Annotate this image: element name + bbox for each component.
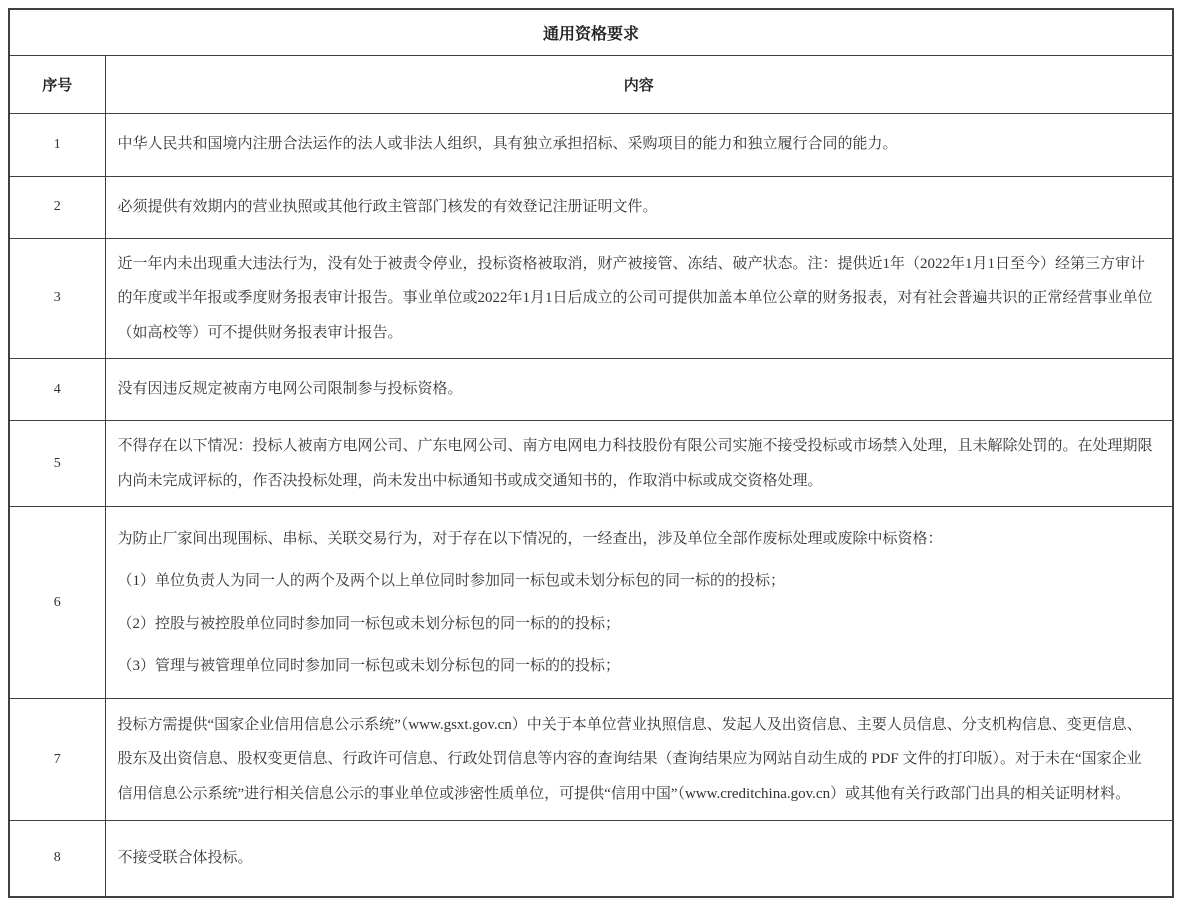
content-paragraph: 投标方需提供“国家企业信用信息公示系统”（www.gsxt.gov.cn）中关于本单位营业执照信息、发起人及出资信息、主要人员信息、分支机构信息、变更信息、股东及出资信息、股权变更信息、行政许可信息、行政处罚信息等内容的查询结果（查询结果应为网站自动生成的 PDF 文件的打印版）。对于未在“国家企业信用信息公示系统”进行相关信息公示的事业单位或涉密性质单位，可提供“信用中国”（www.creditchina.gov.cn）或其他有关行政部门出具的相关证明材料。 — [117, 716, 1142, 802]
row-content — [105, 421, 1173, 507]
content-paragraph: 中华人民共和国境内注册合法运作的法人或非法人组织，具有独立承担招标、采购项目的能力和独立履行合同的能力。 — [117, 136, 898, 153]
row-content — [105, 359, 1173, 421]
content-paragraph: 没有因违反规定被南方电网公司限制参与投标资格。 — [117, 381, 463, 398]
row-content — [105, 113, 1173, 176]
table-row — [9, 359, 1173, 421]
table-header-row — [9, 55, 1173, 113]
content-paragraph: 不接受联合体投标。 — [117, 850, 253, 866]
table-row — [9, 699, 1173, 821]
table-row — [9, 507, 1173, 699]
table-row — [9, 421, 1173, 507]
column-header-content: 内容 — [105, 55, 1173, 113]
row-number: 3 — [9, 238, 105, 359]
row-content — [105, 176, 1173, 238]
table-row — [9, 113, 1173, 176]
row-number: 4 — [9, 359, 105, 421]
row-number: 7 — [9, 699, 105, 821]
column-header-number: 序号 — [9, 55, 105, 113]
row-number: 6 — [9, 507, 105, 699]
table-title-row — [9, 9, 1173, 55]
row-content — [105, 821, 1173, 897]
row-content — [105, 699, 1173, 821]
row-number: 5 — [9, 421, 105, 507]
qualification-requirements-table — [8, 8, 1174, 898]
content-paragraph: （1）单位负责人为同一人的两个及两个以上单位同时参加同一标包或未划分标包的同一标的的投标； — [117, 573, 786, 589]
row-number: 2 — [9, 176, 105, 238]
content-paragraph: 为防止厂家间出现围标、串标、关联交易行为，对于存在以下情况的，一经查出，涉及单位全部作废标处理或废除中标资格： — [117, 530, 943, 547]
table-row — [9, 176, 1173, 238]
content-paragraph: （2）控股与被控股单位同时参加同一标包或未划分标包的同一标的的投标； — [117, 615, 621, 632]
row-number: 8 — [9, 821, 105, 897]
table-title: 通用资格要求 — [9, 9, 1173, 55]
row-content — [105, 238, 1173, 359]
table-row — [9, 821, 1173, 897]
content-paragraph: 必须提供有效期内的营业执照或其他行政主管部门核发的有效登记注册证明文件。 — [117, 198, 658, 215]
table-row — [9, 238, 1173, 359]
row-number: 1 — [9, 113, 105, 176]
content-paragraph: 不得存在以下情况：投标人被南方电网公司、广东电网公司、南方电网电力科技股份有限公司实施不接受投标或市场禁入处理，且未解除处罚的。在处理期限内尚未完成评标的，作否决投标处理，尚未发出中标通知书或成交通知书的，作取消中标或成交资格处理。 — [117, 438, 1153, 489]
table-body — [9, 113, 1173, 897]
content-paragraph: 近一年内未出现重大违法行为，没有处于被责令停业，投标资格被取消，财产被接管、冻结、破产状态。注：提供近1年（2022年1月1日至今）经第三方审计的年度或半年报或季度财务报表审计报告。事业单位或2022年1月1日后成立的公司可提供加盖本单位公章的财务报表，对有社会普遍共识的正常经营事业单位（如高校等）可不提供财务报表审计报告。 — [117, 255, 1153, 341]
content-paragraph: （3）管理与被管理单位同时参加同一标包或未划分标包的同一标的的投标； — [117, 658, 621, 674]
row-content — [105, 507, 1173, 699]
